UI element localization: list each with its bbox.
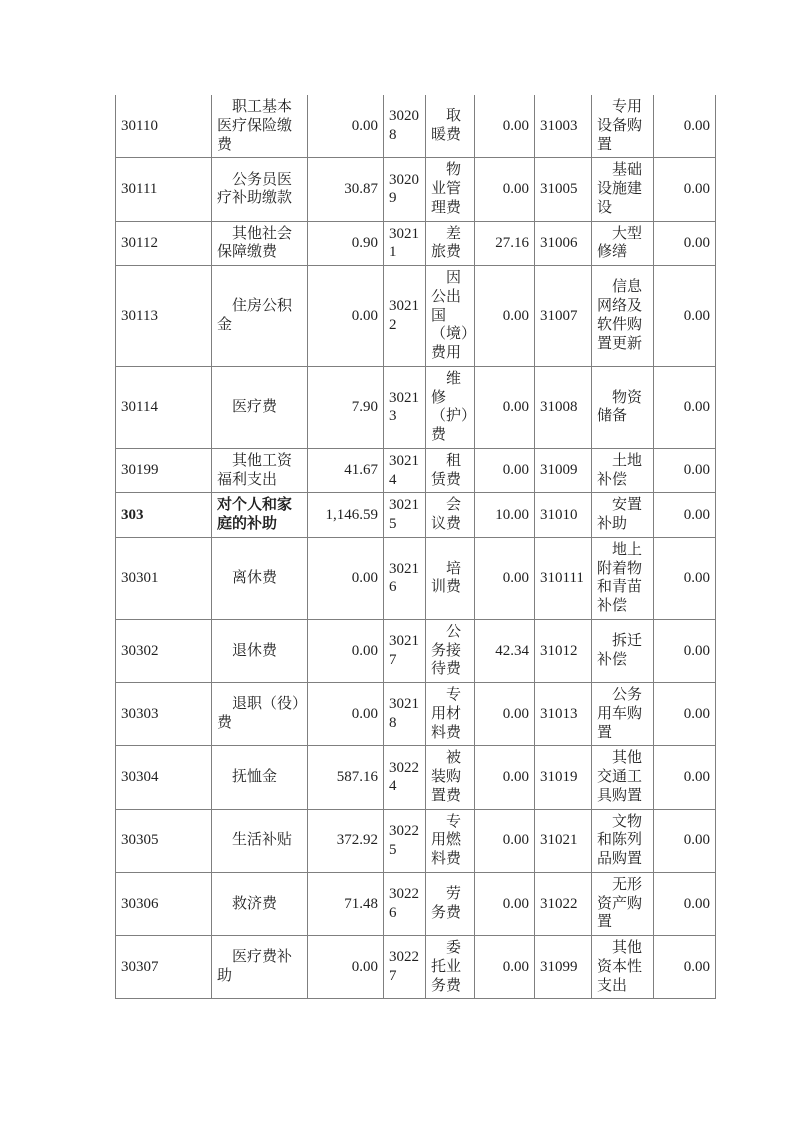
- cell-code: 30306: [116, 872, 212, 935]
- cell-amount: 0.00: [308, 266, 384, 367]
- cell-amount: 71.48: [308, 872, 384, 935]
- cell-amount: 0.00: [308, 683, 384, 746]
- cell-amount: 1,146.59: [308, 493, 384, 538]
- budget-table-body: [116, 95, 716, 999]
- table-row: [116, 683, 716, 746]
- cell-amount: 0.00: [654, 809, 716, 872]
- cell-code: 31099: [535, 936, 592, 999]
- cell-code: 30307: [116, 936, 212, 999]
- table-row: [116, 266, 716, 367]
- table-row: [116, 493, 716, 538]
- table-row: [116, 158, 716, 221]
- cell-amount: 27.16: [475, 221, 535, 266]
- cell-name: 因公出国（境）费用: [426, 266, 475, 367]
- table-row: [116, 537, 716, 619]
- cell-amount: 0.00: [475, 683, 535, 746]
- cell-name: 公务接待费: [426, 619, 475, 682]
- cell-code: 30214: [384, 448, 426, 493]
- cell-name: 委托业务费: [426, 936, 475, 999]
- cell-code: 30227: [384, 936, 426, 999]
- table-row: [116, 366, 716, 448]
- cell-code: 30211: [384, 221, 426, 266]
- cell-amount: 0.00: [475, 936, 535, 999]
- cell-name: 基础设施建设: [592, 158, 654, 221]
- cell-amount: 0.00: [475, 746, 535, 809]
- cell-name: 地上附着物和青苗补偿: [592, 537, 654, 619]
- cell-code: 31009: [535, 448, 592, 493]
- cell-code: 30213: [384, 366, 426, 448]
- cell-code: 30302: [116, 619, 212, 682]
- cell-code: 30113: [116, 266, 212, 367]
- cell-name: 大型修缮: [592, 221, 654, 266]
- cell-code: 30208: [384, 95, 426, 158]
- cell-amount: 0.00: [308, 537, 384, 619]
- cell-code: 30224: [384, 746, 426, 809]
- cell-code: 31006: [535, 221, 592, 266]
- cell-name: 专用燃料费: [426, 809, 475, 872]
- cell-name: 离休费: [212, 537, 308, 619]
- cell-name: 专用设备购置: [592, 95, 654, 158]
- cell-code: 31022: [535, 872, 592, 935]
- cell-name: 维修（护）费: [426, 366, 475, 448]
- cell-amount: 0.00: [654, 537, 716, 619]
- cell-code: 30305: [116, 809, 212, 872]
- cell-amount: 41.67: [308, 448, 384, 493]
- cell-code: 30212: [384, 266, 426, 367]
- cell-name: 拆迁补偿: [592, 619, 654, 682]
- cell-name: 安置补助: [592, 493, 654, 538]
- cell-amount: 0.00: [654, 95, 716, 158]
- cell-amount: 0.00: [654, 221, 716, 266]
- cell-name: 文物和陈列品购置: [592, 809, 654, 872]
- cell-amount: 0.00: [475, 366, 535, 448]
- cell-amount: 10.00: [475, 493, 535, 538]
- table-row: [116, 746, 716, 809]
- cell-amount: 0.00: [654, 366, 716, 448]
- cell-name: 劳务费: [426, 872, 475, 935]
- cell-name: 退休费: [212, 619, 308, 682]
- cell-code: 30111: [116, 158, 212, 221]
- table-row: [116, 619, 716, 682]
- cell-amount: 0.00: [475, 266, 535, 367]
- cell-code: 30218: [384, 683, 426, 746]
- cell-code: 310111: [535, 537, 592, 619]
- cell-name: 其他交通工具购置: [592, 746, 654, 809]
- cell-amount: 0.00: [654, 746, 716, 809]
- cell-name: 对个人和家庭的补助: [212, 493, 308, 538]
- cell-code: 31012: [535, 619, 592, 682]
- cell-amount: 0.00: [654, 872, 716, 935]
- cell-code: 31010: [535, 493, 592, 538]
- table-row: [116, 936, 716, 999]
- cell-code: 31008: [535, 366, 592, 448]
- cell-name: 取暖费: [426, 95, 475, 158]
- cell-amount: 0.00: [475, 95, 535, 158]
- cell-name: 其他资本性支出: [592, 936, 654, 999]
- cell-amount: 30.87: [308, 158, 384, 221]
- table-row: [116, 872, 716, 935]
- cell-code: 31007: [535, 266, 592, 367]
- cell-name: 救济费: [212, 872, 308, 935]
- cell-amount: 0.00: [654, 448, 716, 493]
- budget-table: [115, 95, 716, 999]
- cell-code: 30303: [116, 683, 212, 746]
- cell-code: 31003: [535, 95, 592, 158]
- cell-name: 专用材料费: [426, 683, 475, 746]
- cell-code: 30215: [384, 493, 426, 538]
- cell-amount: 7.90: [308, 366, 384, 448]
- table-row: [116, 95, 716, 158]
- cell-name: 抚恤金: [212, 746, 308, 809]
- cell-code: 30301: [116, 537, 212, 619]
- cell-code: 30225: [384, 809, 426, 872]
- cell-amount: 42.34: [475, 619, 535, 682]
- cell-code: 31021: [535, 809, 592, 872]
- cell-amount: 0.00: [475, 872, 535, 935]
- cell-amount: 372.92: [308, 809, 384, 872]
- cell-name: 退职（役）费: [212, 683, 308, 746]
- cell-amount: 0.00: [654, 619, 716, 682]
- table-row: [116, 448, 716, 493]
- cell-name: 公务用车购置: [592, 683, 654, 746]
- cell-code: 30112: [116, 221, 212, 266]
- cell-code: 30304: [116, 746, 212, 809]
- cell-amount: 0.00: [654, 936, 716, 999]
- cell-code: 31019: [535, 746, 592, 809]
- table-row: [116, 221, 716, 266]
- cell-code: 30216: [384, 537, 426, 619]
- cell-amount: 0.90: [308, 221, 384, 266]
- cell-code: 30217: [384, 619, 426, 682]
- cell-name: 其他社会保障缴费: [212, 221, 308, 266]
- cell-code: 30114: [116, 366, 212, 448]
- cell-name: 物业管理费: [426, 158, 475, 221]
- cell-amount: 0.00: [654, 493, 716, 538]
- cell-name: 租赁费: [426, 448, 475, 493]
- cell-code: 31005: [535, 158, 592, 221]
- cell-name: 生活补贴: [212, 809, 308, 872]
- cell-code: 30209: [384, 158, 426, 221]
- cell-code: 30226: [384, 872, 426, 935]
- cell-name: 住房公积金: [212, 266, 308, 367]
- cell-name: 无形资产购置: [592, 872, 654, 935]
- cell-name: 物资储备: [592, 366, 654, 448]
- cell-name: 差旅费: [426, 221, 475, 266]
- cell-name: 医疗费补助: [212, 936, 308, 999]
- cell-code: 31013: [535, 683, 592, 746]
- cell-name: 被装购置费: [426, 746, 475, 809]
- table-row: [116, 809, 716, 872]
- cell-name: 职工基本医疗保险缴费: [212, 95, 308, 158]
- cell-amount: 0.00: [475, 158, 535, 221]
- cell-amount: 0.00: [654, 158, 716, 221]
- cell-name: 土地补偿: [592, 448, 654, 493]
- cell-amount: 0.00: [654, 683, 716, 746]
- cell-code: 30110: [116, 95, 212, 158]
- cell-amount: 0.00: [475, 809, 535, 872]
- cell-name: 公务员医疗补助缴款: [212, 158, 308, 221]
- cell-amount: 0.00: [475, 537, 535, 619]
- cell-amount: 0.00: [308, 936, 384, 999]
- cell-code: 303: [116, 493, 212, 538]
- cell-name: 会议费: [426, 493, 475, 538]
- cell-name: 其他工资福利支出: [212, 448, 308, 493]
- cell-amount: 0.00: [654, 266, 716, 367]
- cell-name: 培训费: [426, 537, 475, 619]
- cell-name: 信息网络及软件购置更新: [592, 266, 654, 367]
- cell-code: 30199: [116, 448, 212, 493]
- cell-amount: 0.00: [308, 619, 384, 682]
- cell-name: 医疗费: [212, 366, 308, 448]
- cell-amount: 0.00: [308, 95, 384, 158]
- cell-amount: 587.16: [308, 746, 384, 809]
- cell-amount: 0.00: [475, 448, 535, 493]
